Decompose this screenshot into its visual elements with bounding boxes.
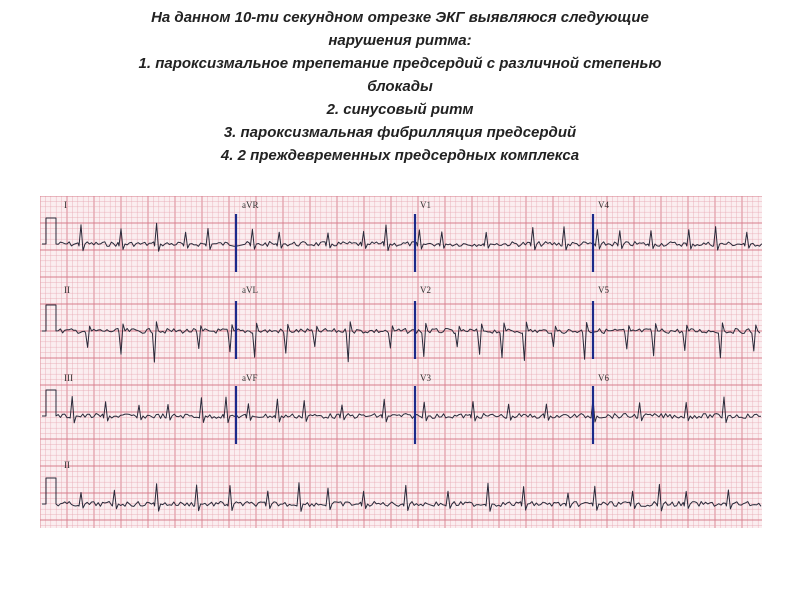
answer-option-1: 1. пароксизмальное трепетание предсердий с различной степенью [138,55,662,72]
ecg-strip [40,196,762,528]
lead-label-V4: V4 [598,200,609,210]
lead-label-aVF: aVF [242,373,258,383]
answer-option-2: 2. синусовый ритм [326,101,474,118]
question-title-continued: нарушения ритма: [328,32,472,49]
lead-label-V5: V5 [598,285,609,295]
answer-option-1-continued: блокады [367,78,433,95]
lead-label-rhythm-II: II [64,460,70,470]
lead-label-V3: V3 [420,373,431,383]
answer-option-4: 4. 2 преждевременных предсердных комплекса [220,147,580,164]
lead-label-V1: V1 [420,200,431,210]
lead-label-I: I [64,200,67,210]
lead-label-V6: V6 [598,373,609,383]
lead-label-V2: V2 [420,285,431,295]
lead-label-II: II [64,285,70,295]
lead-label-aVL: aVL [242,285,258,295]
answer-option-3: 3. пароксизмальная фибрилляция предсердий [223,124,577,141]
slide-header [20,6,780,167]
question-title: На данном 10-ти секундном отрезке ЭКГ выявляюся следующие [151,9,649,26]
lead-label-aVR: aVR [242,200,259,210]
lead-label-III: III [64,373,73,383]
